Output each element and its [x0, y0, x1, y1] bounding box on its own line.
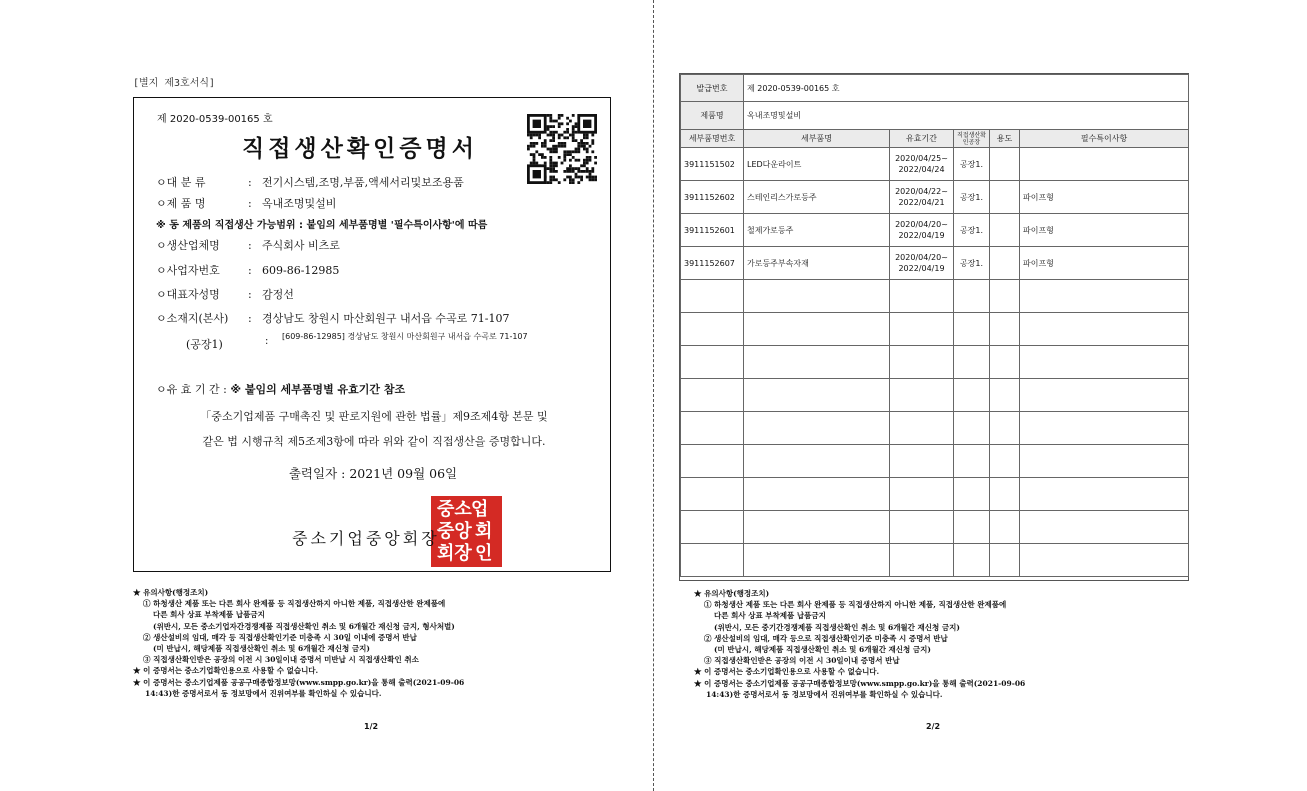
empty-row	[681, 346, 1189, 379]
table-row	[681, 214, 1189, 247]
empty-cell	[890, 346, 954, 379]
notice-section	[133, 587, 464, 699]
notice-line: 14:43)한 증명서로서 동 정보망에서 진위여부를 확인하실 수 있습니다.	[706, 689, 943, 699]
column-header: 필수특이사항	[1020, 130, 1189, 148]
empty-cell	[744, 280, 890, 313]
empty-cell	[890, 313, 954, 346]
use-cell	[990, 148, 1020, 181]
row-label: ㅇ생산업체명	[156, 239, 220, 252]
address-row	[156, 310, 509, 326]
empty-cell	[1020, 544, 1189, 577]
notice-line: ★ 이 증명서는 중소기업확인용으로 사용할 수 없습니다.	[694, 667, 880, 677]
qr-code-icon	[527, 114, 597, 184]
cert-number: 제 2020-0539-00165 호	[157, 114, 273, 125]
column-header: 세부품명번호	[681, 130, 744, 148]
factory-cell: 공장1.	[954, 247, 990, 280]
print-date: 출력일자 : 2021년 09월 06일	[288, 466, 458, 481]
empty-row	[681, 445, 1189, 478]
factory-cell: 공장1.	[954, 214, 990, 247]
empty-row	[681, 379, 1189, 412]
column-header: 유효기간	[890, 130, 954, 148]
issue-no-label: 발급번호	[681, 75, 744, 102]
notice-line: ① 하청생산 제품 또는 다른 회사 완제품 등 직접생산하지 아니한 제품, 직접생산한 완제품에	[704, 600, 1007, 610]
empty-row	[681, 511, 1189, 544]
empty-cell	[954, 313, 990, 346]
empty-cell	[744, 313, 890, 346]
empty-cell	[954, 280, 990, 313]
page-number: 2/2	[926, 722, 941, 731]
row-label: ㅇ제 품 명	[156, 197, 206, 210]
validity-cell	[890, 214, 954, 247]
item-name-cell: 철제가로등주	[744, 214, 890, 247]
empty-cell	[681, 544, 744, 577]
empty-cell	[1020, 478, 1189, 511]
item-name-cell: LED다운라이트	[744, 148, 890, 181]
row-label: ㅇ소재지(본사)	[156, 312, 229, 325]
row-value: 경상남도 창원시 마산회원구 내서읍 수곡로 71-107	[262, 312, 510, 325]
official-seal: 중소 업 중앙 회 회장 인	[431, 496, 502, 567]
notice-line: ★ 이 증명서는 중소기업제품 공공구매종합정보망(www.smpp.go.kr)을 통해 출력(2021-09-06	[694, 678, 1026, 688]
empty-cell	[681, 412, 744, 445]
empty-cell	[1020, 346, 1189, 379]
row-label: ㅇ사업자번호	[156, 264, 220, 277]
empty-cell	[681, 280, 744, 313]
issue-no-value: 제 2020-0539-00165 호	[744, 75, 1189, 102]
empty-cell	[954, 346, 990, 379]
category-row	[156, 174, 464, 190]
legal-line: 「중소기업제품 구매촉진 및 판로지원에 관한 법률」제9조제4항 본문 및	[200, 410, 548, 423]
row-value: 옥내조명및설비	[262, 197, 337, 210]
validity-value: ※ 붙임의 세부품명별 유효기간 참조	[230, 383, 406, 396]
note-cell	[1020, 148, 1189, 181]
attachment-table	[680, 74, 1189, 577]
factory-colon: :	[265, 336, 269, 347]
notice-line: ★ 이 증명서는 중소기업확인용으로 사용할 수 없습니다.	[133, 666, 319, 676]
empty-cell	[990, 511, 1020, 544]
empty-cell	[890, 379, 954, 412]
row-colon: :	[248, 176, 252, 189]
notice-line: ① 하청생산 제품 또는 다른 회사 완제품 등 직접생산하지 아니한 제품, 직접생산한 완제품에	[143, 599, 446, 609]
row-colon: :	[248, 197, 252, 210]
empty-cell	[954, 412, 990, 445]
empty-cell	[744, 379, 890, 412]
product-name-value: 옥내조명및설비	[744, 102, 1189, 130]
validity-start: 2020/04/20~	[895, 220, 948, 229]
item-name-cell: 스테인리스가로등주	[744, 181, 890, 214]
empty-cell	[890, 280, 954, 313]
notice-line: (위반시, 모든 중기간경쟁제품 직접생산확인 취소 및 6개월간 재신청 금지)	[714, 622, 960, 632]
notice-line: 다른 회사 상표 부착제품 납품금지	[153, 610, 265, 620]
empty-cell	[954, 544, 990, 577]
company-row	[156, 237, 340, 253]
attachment-table-box	[679, 73, 1189, 581]
empty-cell	[681, 511, 744, 544]
row-colon: :	[248, 288, 252, 301]
item-code-cell: 3911152607	[681, 247, 744, 280]
empty-cell	[744, 445, 890, 478]
table-row	[681, 181, 1189, 214]
row-value: 주식회사 비츠로	[262, 239, 340, 252]
validity-cell	[890, 148, 954, 181]
validity-end: 2022/04/19	[898, 264, 945, 273]
empty-cell	[954, 445, 990, 478]
table-row	[681, 148, 1189, 181]
empty-cell	[890, 478, 954, 511]
use-cell	[990, 214, 1020, 247]
certificate-title: 직접생산확인증명서	[242, 135, 478, 162]
factory-label: (공장1)	[186, 338, 223, 351]
empty-cell	[890, 544, 954, 577]
notice-line: ★ 유의사항(행정조치)	[694, 589, 770, 598]
empty-cell	[681, 379, 744, 412]
validity-start: 2020/04/25~	[895, 154, 948, 163]
empty-row	[681, 280, 1189, 313]
empty-cell	[681, 445, 744, 478]
page-number: 1/2	[364, 722, 379, 731]
use-cell	[990, 247, 1020, 280]
empty-cell	[1020, 511, 1189, 544]
empty-cell	[954, 379, 990, 412]
empty-cell	[1020, 313, 1189, 346]
legal-text	[154, 404, 594, 454]
empty-cell	[990, 280, 1020, 313]
empty-cell	[744, 346, 890, 379]
certificate-box	[133, 97, 611, 572]
empty-cell	[744, 511, 890, 544]
empty-row	[681, 313, 1189, 346]
column-header-row	[681, 130, 1189, 148]
product-name-label: 제품명	[681, 102, 744, 130]
empty-row	[681, 544, 1189, 577]
notice-line: ③ 직접생산확인받은 공장의 이전 시 30일이내 증명서 반납	[704, 656, 900, 666]
validity-row	[156, 381, 405, 397]
row-label: ㅇ대표자성명	[156, 288, 220, 301]
page-divider	[653, 0, 654, 791]
column-header: 직접생산확인공장	[954, 130, 990, 148]
empty-cell	[744, 478, 890, 511]
item-name-cell: 가로등주부속자재	[744, 247, 890, 280]
empty-cell	[890, 412, 954, 445]
notice-line: ★ 유의사항(행정조치)	[133, 588, 209, 597]
empty-cell	[681, 346, 744, 379]
validity-label: ㅇ유 효 기 간 :	[156, 383, 227, 396]
validity-cell	[890, 181, 954, 214]
empty-cell	[744, 412, 890, 445]
issuer-name: 중소기업중앙회장	[292, 529, 440, 548]
item-code-cell: 3911151502	[681, 148, 744, 181]
product-name-row	[681, 102, 1189, 130]
row-value: 609-86-12985	[262, 264, 340, 277]
validity-end: 2022/04/19	[898, 231, 945, 240]
factory-address: [609-86-12985] 경상남도 창원시 마산회원구 내서읍 수곡로 71-107	[282, 332, 528, 341]
item-code-cell: 3911152601	[681, 214, 744, 247]
empty-cell	[990, 544, 1020, 577]
factory-cell: 공장1.	[954, 181, 990, 214]
validity-start: 2020/04/22~	[895, 187, 948, 196]
empty-cell	[990, 412, 1020, 445]
scope-note: ※ 동 제품의 직접생산 가능범위 : 붙임의 세부품명별 '필수특이사항'에 따름	[156, 220, 488, 231]
empty-cell	[990, 445, 1020, 478]
row-colon: :	[248, 239, 252, 252]
notice-line: ★ 이 증명서는 중소기업제품 공공구매종합정보망(www.smpp.go.kr)을 통해 출력(2021-09-06	[133, 677, 465, 687]
empty-cell	[1020, 379, 1189, 412]
empty-cell	[890, 511, 954, 544]
notice-line: (미 반납시, 해당제품 직접생산확인 취소 및 6개월간 재신청 금지)	[153, 644, 370, 654]
business-no-row	[156, 262, 339, 278]
notice-line: (위반시, 모든 중소기업자간경쟁제품 직접생산확인 취소 및 6개월간 재신청 금지, 형사처벌)	[153, 621, 455, 631]
empty-cell	[954, 478, 990, 511]
column-header: 용도	[990, 130, 1020, 148]
legal-line: 같은 법 시행규칙 제5조제3항에 따라 위와 같이 직접생산을 증명합니다.	[202, 435, 546, 448]
empty-row	[681, 412, 1189, 445]
notice-line: ② 생산설비의 임대, 매각 등 직접생산확인기준 미충족 시 30일 이내에 증명서 반납	[143, 632, 417, 642]
row-value: 전기시스템,조명,부품,액세서리및보조용품	[262, 176, 464, 189]
representative-row	[156, 286, 294, 302]
item-code-cell: 3911152602	[681, 181, 744, 214]
empty-cell	[1020, 280, 1189, 313]
empty-cell	[681, 313, 744, 346]
empty-cell	[681, 478, 744, 511]
row-value: 감정선	[262, 288, 294, 301]
empty-cell	[1020, 412, 1189, 445]
empty-cell	[990, 346, 1020, 379]
empty-cell	[990, 379, 1020, 412]
empty-cell	[990, 313, 1020, 346]
form-tag: [별지 제3호서식]	[133, 78, 216, 89]
empty-cell	[744, 544, 890, 577]
notice-line: ③ 직접생산확인받은 공장의 이전 시 30일이내 증명서 미반납 시 직접생산확인 취소	[143, 655, 419, 665]
column-header: 세부품명	[744, 130, 890, 148]
use-cell	[990, 181, 1020, 214]
product-row	[156, 195, 336, 211]
factory-cell: 공장1.	[954, 148, 990, 181]
notice-line: ② 생산설비의 임대, 매각 등으로 직접생산확인기준 미충족 시 증명서 반납	[704, 633, 948, 643]
notice-line: 14:43)한 증명서로서 동 정보망에서 진위여부를 확인하실 수 있습니다.	[145, 688, 382, 698]
empty-cell	[890, 445, 954, 478]
empty-cell	[954, 511, 990, 544]
validity-cell	[890, 247, 954, 280]
validity-end: 2022/04/21	[898, 198, 945, 207]
note-cell: 파이프형	[1020, 181, 1189, 214]
note-cell: 파이프형	[1020, 214, 1189, 247]
empty-row	[681, 478, 1189, 511]
notice-line: 다른 회사 상표 부착제품 납품금지	[714, 611, 826, 621]
row-colon: :	[248, 264, 252, 277]
row-colon: :	[248, 312, 252, 325]
table-row	[681, 247, 1189, 280]
issue-no-row	[681, 75, 1189, 102]
notice-line: (미 반납시, 해당제품 직접생산확인 취소 및 6개월간 재신청 금지)	[714, 645, 931, 655]
validity-end: 2022/04/24	[898, 165, 945, 174]
empty-cell	[1020, 445, 1189, 478]
row-label: ㅇ대 분 류	[156, 176, 206, 189]
notice-section	[694, 588, 1025, 700]
validity-start: 2020/04/20~	[895, 253, 948, 262]
note-cell: 파이프형	[1020, 247, 1189, 280]
empty-cell	[990, 478, 1020, 511]
